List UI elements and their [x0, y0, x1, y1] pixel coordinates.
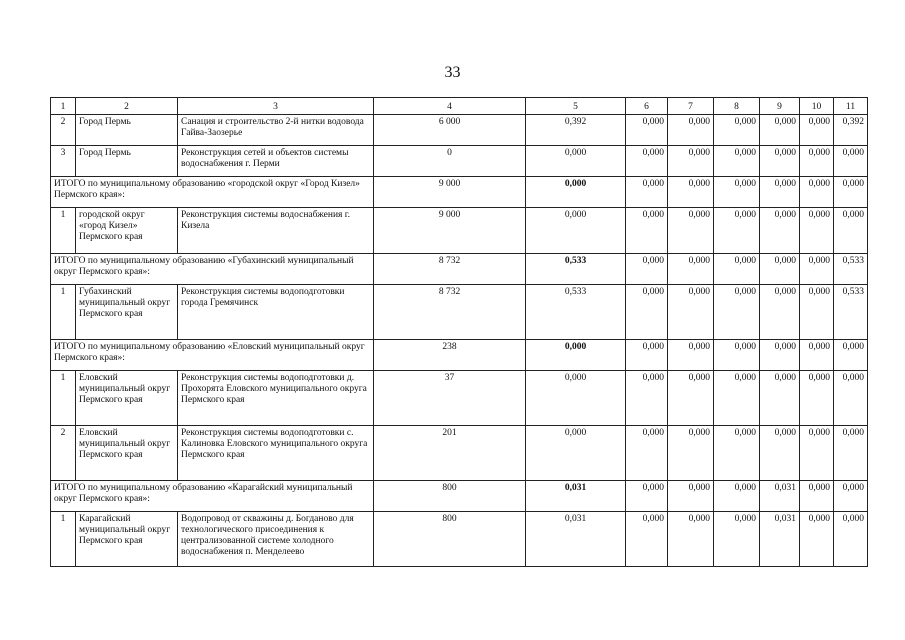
value-cell-c9: 0,000 — [760, 208, 800, 254]
value-cell-c9: 0,000 — [760, 254, 800, 285]
table-row — [51, 115, 868, 146]
value-cell-c6: 0,000 — [626, 481, 668, 512]
value-cell-c6: 0,000 — [626, 208, 668, 254]
value-cell-c6: 0,000 — [626, 177, 668, 208]
value-cell-c7: 0,000 — [668, 426, 714, 481]
value-cell-col4: 37 — [374, 371, 526, 426]
value-cell-col5: 0,000 — [526, 208, 626, 254]
value-cell-c11: 0,000 — [834, 146, 868, 177]
value-cell-col4: 0 — [374, 146, 526, 177]
value-cell-c10: 0,000 — [800, 371, 834, 426]
value-cell-c11: 0,533 — [834, 254, 868, 285]
value-cell-c6: 0,000 — [626, 146, 668, 177]
value-cell-col5: 0,533 — [526, 254, 626, 285]
table-row — [51, 285, 868, 340]
value-cell-c9: 0,000 — [760, 371, 800, 426]
value-cell-c9: 0,031 — [760, 481, 800, 512]
municipality-cell: Еловский муниципальный округ Пермского края — [76, 426, 178, 481]
column-header: 11 — [834, 98, 868, 115]
value-cell-c7: 0,000 — [668, 285, 714, 340]
value-cell-c9: 0,000 — [760, 177, 800, 208]
value-cell-c8: 0,000 — [714, 481, 760, 512]
object-cell: Реконструкция системы водоподготовки города Гремячинск — [178, 285, 374, 340]
value-cell-c8: 0,000 — [714, 340, 760, 371]
table-row — [51, 146, 868, 177]
total-label: ИТОГО по муниципальному образованию «Карагайский муниципальный округ Пермского края»: — [51, 481, 374, 512]
value-cell-c10: 0,000 — [800, 208, 834, 254]
column-header: 6 — [626, 98, 668, 115]
value-cell-col4: 800 — [374, 481, 526, 512]
value-cell-col4: 201 — [374, 426, 526, 481]
column-header: 7 — [668, 98, 714, 115]
row-number: 1 — [51, 285, 76, 340]
value-cell-c7: 0,000 — [668, 512, 714, 567]
table-header-row — [51, 98, 868, 115]
value-cell-c6: 0,000 — [626, 115, 668, 146]
value-cell-col4: 800 — [374, 512, 526, 567]
row-number: 1 — [51, 371, 76, 426]
value-cell-col5: 0,000 — [526, 426, 626, 481]
value-cell-col5: 0,533 — [526, 285, 626, 340]
value-cell-col4: 6 000 — [374, 115, 526, 146]
table-row — [51, 512, 868, 567]
value-cell-c11: 0,000 — [834, 371, 868, 426]
object-cell: Реконструкция системы водоснабжения г. Кизела — [178, 208, 374, 254]
column-header: 4 — [374, 98, 526, 115]
column-header: 10 — [800, 98, 834, 115]
value-cell-c11: 0,000 — [834, 426, 868, 481]
value-cell-c7: 0,000 — [668, 340, 714, 371]
total-label: ИТОГО по муниципальному образованию «Еловский муниципальный округ Пермского края»: — [51, 340, 374, 371]
table-row — [51, 426, 868, 481]
table-row — [51, 208, 868, 254]
value-cell-c11: 0,000 — [834, 340, 868, 371]
value-cell-c8: 0,000 — [714, 146, 760, 177]
value-cell-c10: 0,000 — [800, 115, 834, 146]
value-cell-c6: 0,000 — [626, 512, 668, 567]
value-cell-c7: 0,000 — [668, 254, 714, 285]
total-row — [51, 177, 868, 208]
value-cell-c8: 0,000 — [714, 254, 760, 285]
column-header: 2 — [76, 98, 178, 115]
column-header: 8 — [714, 98, 760, 115]
value-cell-col5: 0,392 — [526, 115, 626, 146]
value-cell-c10: 0,000 — [800, 512, 834, 567]
value-cell-c8: 0,000 — [714, 371, 760, 426]
column-header: 9 — [760, 98, 800, 115]
investment-table — [50, 97, 868, 567]
value-cell-c10: 0,000 — [800, 481, 834, 512]
value-cell-c6: 0,000 — [626, 426, 668, 481]
value-cell-col5: 0,000 — [526, 371, 626, 426]
value-cell-c7: 0,000 — [668, 208, 714, 254]
value-cell-col4: 9 000 — [374, 208, 526, 254]
value-cell-col5: 0,031 — [526, 481, 626, 512]
object-cell: Водопровод от скважины д. Богданово для технологического присоединения к централизованной системе холодного водоснабжения п. Менделеево — [178, 512, 374, 567]
value-cell-c9: 0,000 — [760, 115, 800, 146]
value-cell-c7: 0,000 — [668, 481, 714, 512]
value-cell-c7: 0,000 — [668, 146, 714, 177]
value-cell-c10: 0,000 — [800, 426, 834, 481]
value-cell-c10: 0,000 — [800, 340, 834, 371]
value-cell-c7: 0,000 — [668, 115, 714, 146]
value-cell-c10: 0,000 — [800, 254, 834, 285]
municipality-cell: городской округ «город Кизел» Пермского края — [76, 208, 178, 254]
total-row — [51, 481, 868, 512]
value-cell-col5: 0,000 — [526, 340, 626, 371]
value-cell-c8: 0,000 — [714, 512, 760, 567]
municipality-cell: Карагайский муниципальный округ Пермского края — [76, 512, 178, 567]
value-cell-c8: 0,000 — [714, 285, 760, 340]
row-number: 2 — [51, 115, 76, 146]
total-label: ИТОГО по муниципальному образованию «Губахинский муниципальный округ Пермского края»: — [51, 254, 374, 285]
municipality-cell: Еловский муниципальный округ Пермского края — [76, 371, 178, 426]
row-number: 2 — [51, 426, 76, 481]
municipality-cell: Город Пермь — [76, 146, 178, 177]
value-cell-col5: 0,000 — [526, 146, 626, 177]
total-row — [51, 340, 868, 371]
column-header: 3 — [178, 98, 374, 115]
value-cell-c11: 0,392 — [834, 115, 868, 146]
row-number: 1 — [51, 512, 76, 567]
row-number: 1 — [51, 208, 76, 254]
value-cell-c7: 0,000 — [668, 371, 714, 426]
value-cell-c9: 0,000 — [760, 146, 800, 177]
total-row — [51, 254, 868, 285]
value-cell-c8: 0,000 — [714, 115, 760, 146]
municipality-cell: Город Пермь — [76, 115, 178, 146]
value-cell-c11: 0,000 — [834, 512, 868, 567]
value-cell-c7: 0,000 — [668, 177, 714, 208]
object-cell: Реконструкция системы водоподготовки д. Прохорята Еловского муниципального округа Пермского края — [178, 371, 374, 426]
value-cell-c10: 0,000 — [800, 146, 834, 177]
value-cell-c9: 0,000 — [760, 340, 800, 371]
value-cell-c9: 0,000 — [760, 426, 800, 481]
value-cell-c8: 0,000 — [714, 208, 760, 254]
value-cell-c6: 0,000 — [626, 371, 668, 426]
value-cell-c10: 0,000 — [800, 285, 834, 340]
municipality-cell: Губахинский муниципальный округ Пермского края — [76, 285, 178, 340]
object-cell: Реконструкция сетей и объектов системы водоснабжения г. Перми — [178, 146, 374, 177]
row-number: 3 — [51, 146, 76, 177]
value-cell-c6: 0,000 — [626, 254, 668, 285]
value-cell-col5: 0,031 — [526, 512, 626, 567]
value-cell-col4: 9 000 — [374, 177, 526, 208]
value-cell-c11: 0,000 — [834, 481, 868, 512]
page-number: 33 — [444, 64, 461, 81]
value-cell-c11: 0,000 — [834, 208, 868, 254]
value-cell-c6: 0,000 — [626, 285, 668, 340]
value-cell-c11: 0,000 — [834, 177, 868, 208]
value-cell-col4: 238 — [374, 340, 526, 371]
column-header: 5 — [526, 98, 626, 115]
object-cell: Реконструкция системы водоподготовки с. Калиновка Еловского муниципального округа Пермского края — [178, 426, 374, 481]
total-label: ИТОГО по муниципальному образованию «городской округ «Город Кизел» Пермского края»: — [51, 177, 374, 208]
value-cell-c9: 0,000 — [760, 285, 800, 340]
value-cell-c9: 0,031 — [760, 512, 800, 567]
value-cell-col4: 8 732 — [374, 254, 526, 285]
object-cell: Санация и строительство 2-й нитки водовода Гайва-Заозерье — [178, 115, 374, 146]
value-cell-c8: 0,000 — [714, 177, 760, 208]
table-row — [51, 371, 868, 426]
column-header: 1 — [51, 98, 76, 115]
value-cell-c6: 0,000 — [626, 340, 668, 371]
value-cell-c8: 0,000 — [714, 426, 760, 481]
value-cell-c11: 0,533 — [834, 285, 868, 340]
value-cell-col4: 8 732 — [374, 285, 526, 340]
value-cell-c10: 0,000 — [800, 177, 834, 208]
value-cell-col5: 0,000 — [526, 177, 626, 208]
